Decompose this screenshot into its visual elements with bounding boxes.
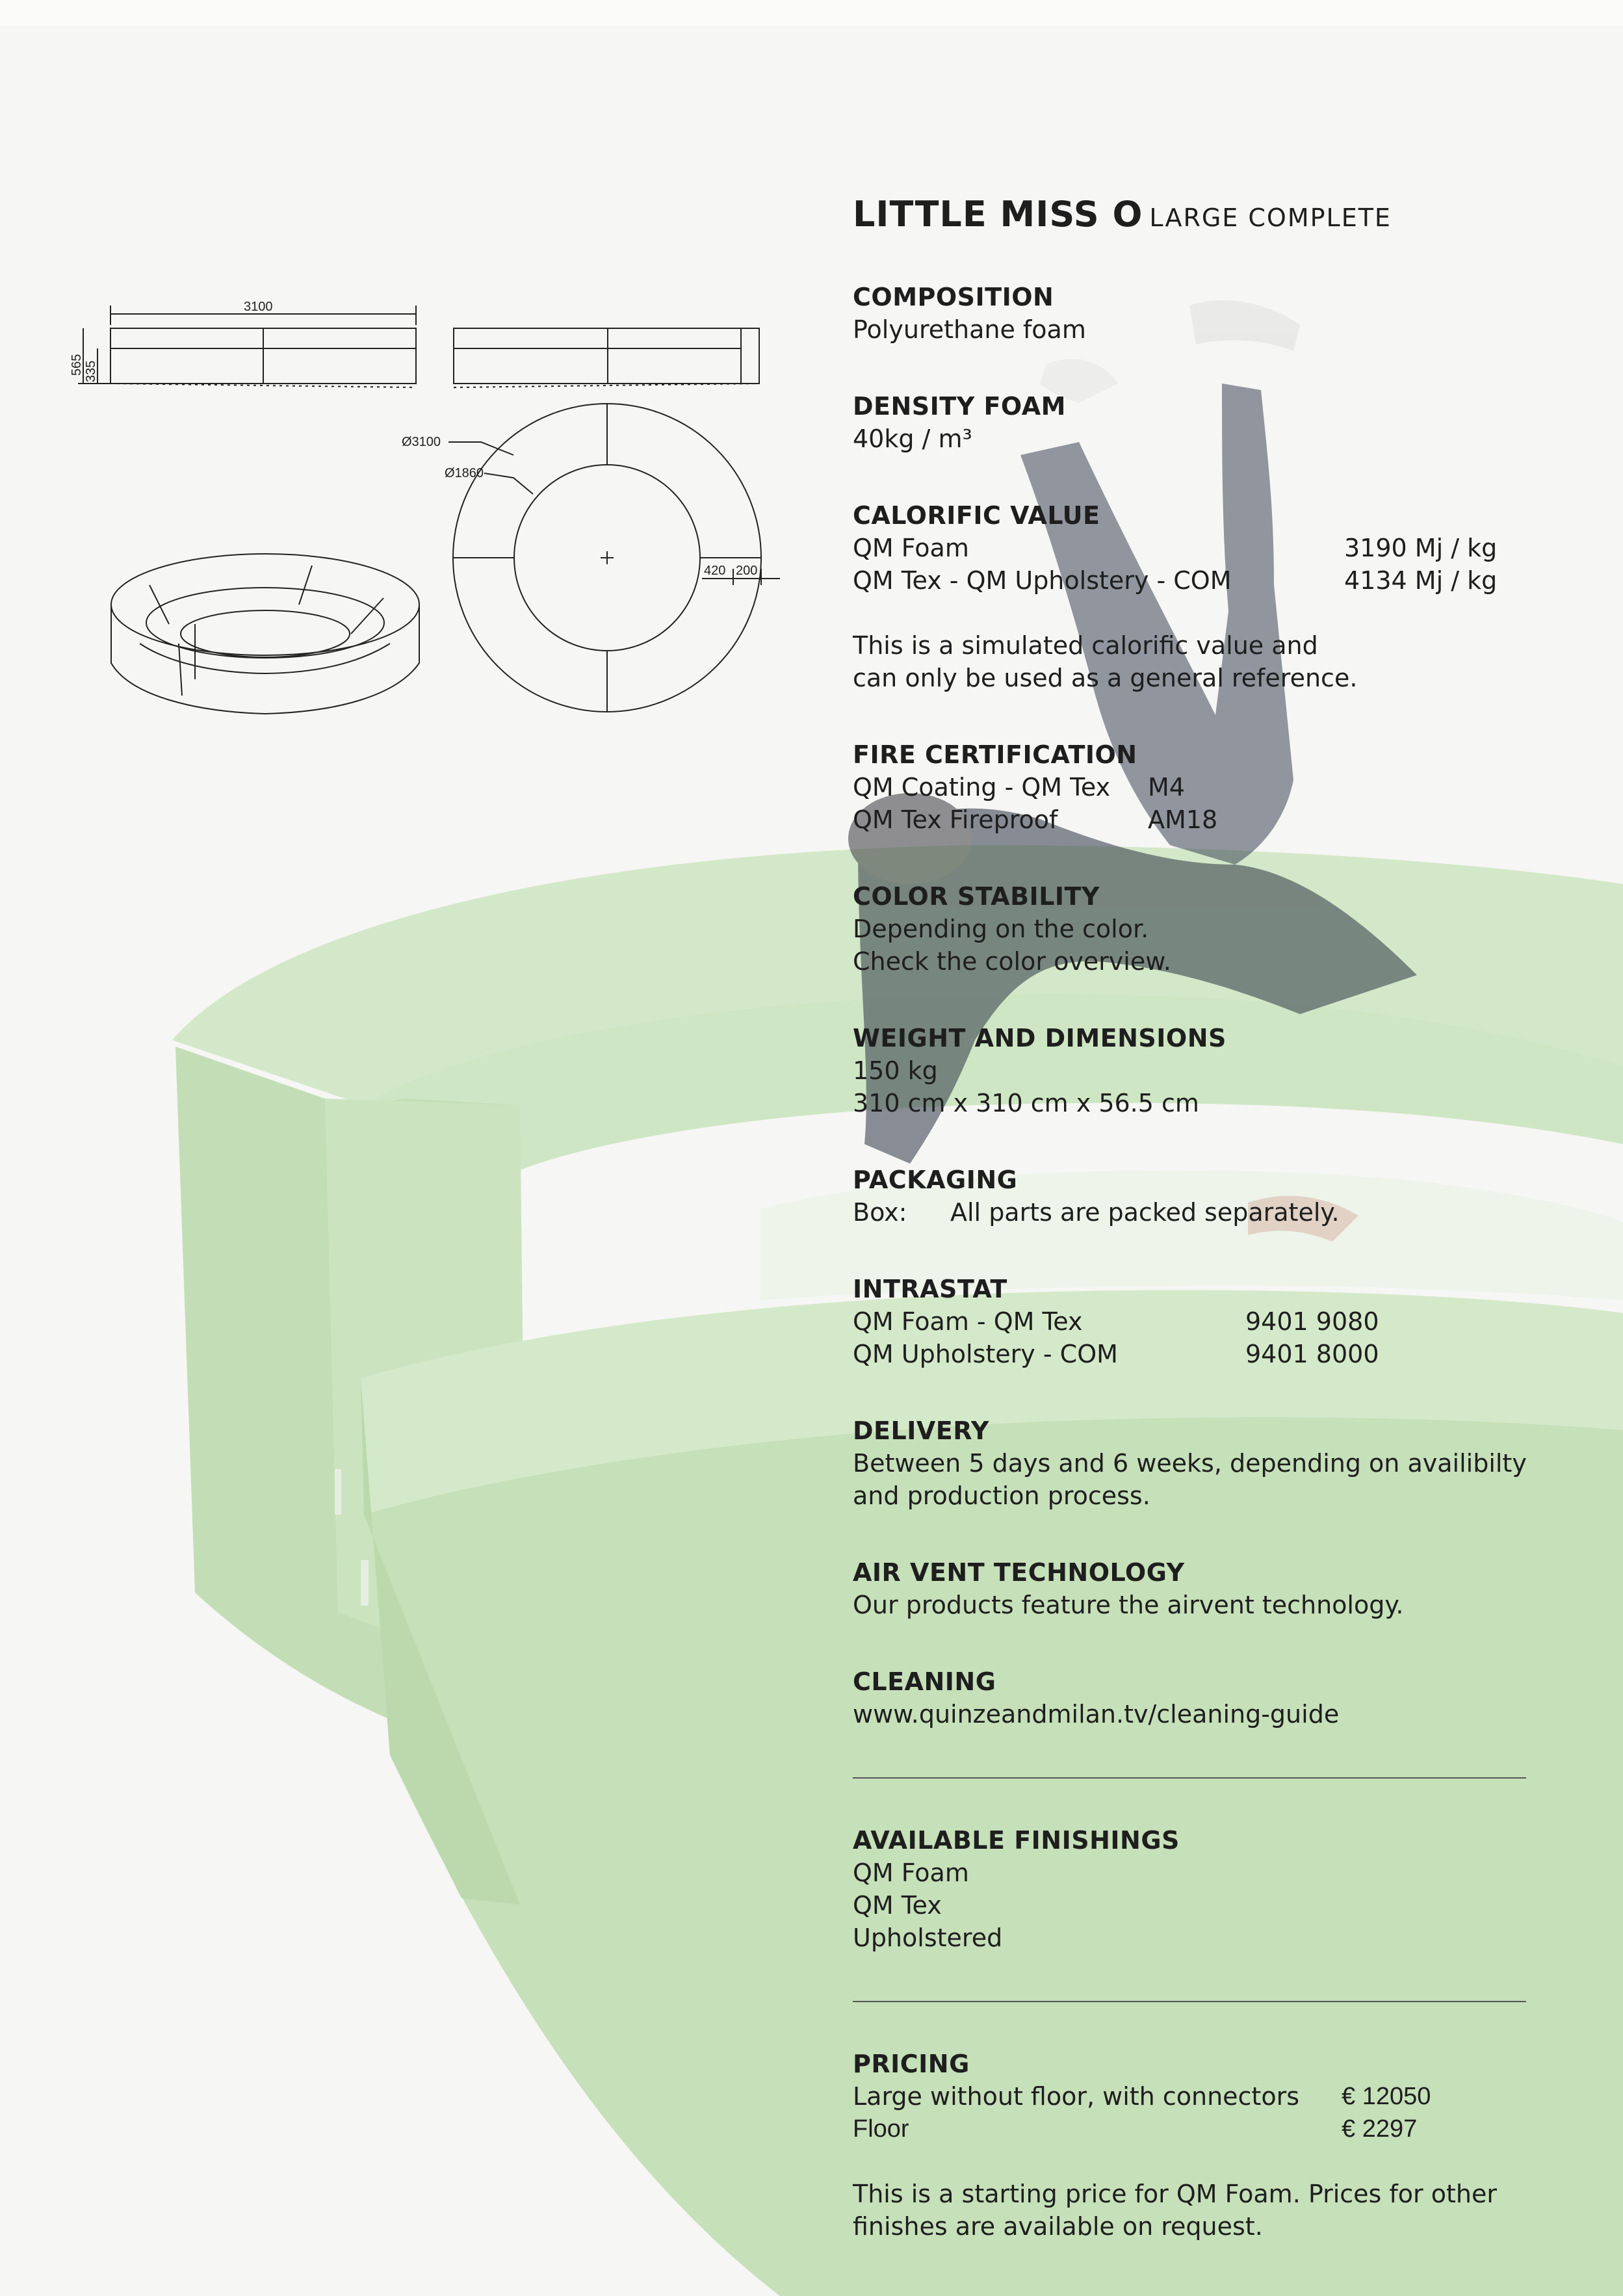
section-composition xyxy=(853,281,1529,346)
fire-label: QM Tex Fireproof xyxy=(853,805,1058,834)
calorific-label: QM Tex - QM Upholstery - COM xyxy=(853,566,1232,595)
calorific-label: QM Foam xyxy=(853,534,969,562)
dim-back-depth-label: 200 xyxy=(736,564,758,578)
intrastat-label: QM Foam - QM Tex xyxy=(853,1307,1083,1336)
calorific-row xyxy=(853,532,1529,564)
intrastat-label: QM Upholstery - COM xyxy=(853,1340,1118,1368)
finishing-item: Upholstered xyxy=(853,1924,1003,1952)
airvent-text: Our products feature the airvent technology. xyxy=(853,1591,1404,1619)
finishings-heading: AVAILABLE FINISHINGS xyxy=(853,1826,1180,1855)
pricing-value: € 2297 xyxy=(1342,2115,1418,2143)
pricing-row xyxy=(853,2113,1529,2145)
intrastat-value: 9401 8000 xyxy=(1245,1340,1379,1368)
dim-inner-diameter-label: Ø1860 xyxy=(445,466,484,480)
dim-outer-diameter-label: Ø3100 xyxy=(402,435,441,449)
pricing-label: Large without floor, with connectors xyxy=(853,2082,1299,2111)
divider xyxy=(853,2001,1526,2002)
dim-width-label: 3100 xyxy=(244,300,273,314)
airvent-heading: AIR VENT TECHNOLOGY xyxy=(853,1558,1185,1587)
cleaning-link[interactable]: www.quinzeandmilan.tv/cleaning-guide xyxy=(853,1700,1340,1729)
product-title xyxy=(853,189,1529,241)
packaging-row xyxy=(853,1196,1529,1229)
section-airvent xyxy=(853,1556,1529,1621)
section-packaging xyxy=(853,1164,1529,1229)
calorific-note: This is a simulated calorific value and xyxy=(853,631,1318,660)
section-pricing xyxy=(853,2048,1529,2243)
density-heading: DENSITY FOAM xyxy=(853,392,1066,421)
composition-heading: COMPOSITION xyxy=(853,283,1054,311)
divider xyxy=(853,1777,1526,1779)
fire-label: QM Coating - QM Tex xyxy=(853,773,1111,802)
isometric-view xyxy=(111,554,419,714)
pricing-heading: PRICING xyxy=(853,2050,970,2078)
section-fire xyxy=(853,738,1529,836)
calorific-value: 4134 Mj / kg xyxy=(1344,566,1498,595)
delivery-text: and production process. xyxy=(853,1481,1150,1510)
packaging-heading: PACKAGING xyxy=(853,1166,1018,1194)
section-delivery xyxy=(853,1415,1529,1512)
section-weight xyxy=(853,1022,1529,1119)
product-variant: LARGE COMPLETE xyxy=(1149,203,1392,232)
color-text: Depending on the color. xyxy=(853,915,1149,943)
calorific-heading: CALORIFIC VALUE xyxy=(853,501,1100,530)
pricing-label: Floor xyxy=(853,2115,909,2143)
color-text: Check the color overview. xyxy=(853,947,1171,976)
dim-seat-depth-label: 420 xyxy=(704,564,726,578)
side-elevation xyxy=(454,328,759,384)
finishing-item: QM Tex xyxy=(853,1891,942,1920)
intrastat-row xyxy=(853,1305,1529,1338)
section-cleaning xyxy=(853,1665,1529,1730)
fire-heading: FIRE CERTIFICATION xyxy=(853,740,1137,769)
technical-drawing xyxy=(0,0,858,780)
fire-row xyxy=(853,803,1529,836)
delivery-text: Between 5 days and 6 weeks, depending on availibilty xyxy=(853,1449,1527,1478)
composition-text: Polyurethane foam xyxy=(853,315,1086,344)
pricing-row xyxy=(853,2080,1529,2113)
packaging-label: Box: xyxy=(853,1198,907,1227)
intrastat-value: 9401 9080 xyxy=(1245,1307,1379,1336)
weight-value: 150 kg xyxy=(853,1056,938,1085)
packaging-value: All parts are packed separately. xyxy=(950,1198,1340,1227)
pricing-value: € 12050 xyxy=(1342,2083,1431,2110)
intrastat-heading: INTRASTAT xyxy=(853,1275,1007,1303)
pricing-note: finishes are available on request. xyxy=(853,2212,1263,2241)
section-intrastat xyxy=(853,1273,1529,1370)
fire-row xyxy=(853,771,1529,803)
dim-height-label: 565 xyxy=(70,354,84,376)
dim-seat-height-label: 335 xyxy=(84,360,98,382)
section-finishings xyxy=(853,1824,1529,1954)
calorific-row xyxy=(853,564,1529,597)
pricing-note: This is a starting price for QM Foam. Prices for other xyxy=(853,2180,1497,2208)
color-heading: COLOR STABILITY xyxy=(853,882,1100,911)
intrastat-row xyxy=(853,1338,1529,1370)
delivery-heading: DELIVERY xyxy=(853,1416,989,1445)
calorific-value: 3190 Mj / kg xyxy=(1344,534,1498,562)
density-text: 40kg / m³ xyxy=(853,424,972,453)
section-color-stability xyxy=(853,880,1529,978)
dimensions-value: 310 cm x 310 cm x 56.5 cm xyxy=(853,1089,1199,1117)
cleaning-heading: CLEANING xyxy=(853,1667,996,1696)
section-density xyxy=(853,390,1529,455)
calorific-note: can only be used as a general reference. xyxy=(853,664,1358,692)
fire-value: AM18 xyxy=(1148,805,1218,834)
weight-heading: WEIGHT AND DIMENSIONS xyxy=(853,1024,1227,1052)
product-name: LITTLE MISS O xyxy=(853,194,1143,235)
fire-value: M4 xyxy=(1148,773,1185,802)
spec-sheet xyxy=(853,189,1529,2243)
finishing-item: QM Foam xyxy=(853,1859,969,1887)
section-calorific xyxy=(853,499,1529,694)
